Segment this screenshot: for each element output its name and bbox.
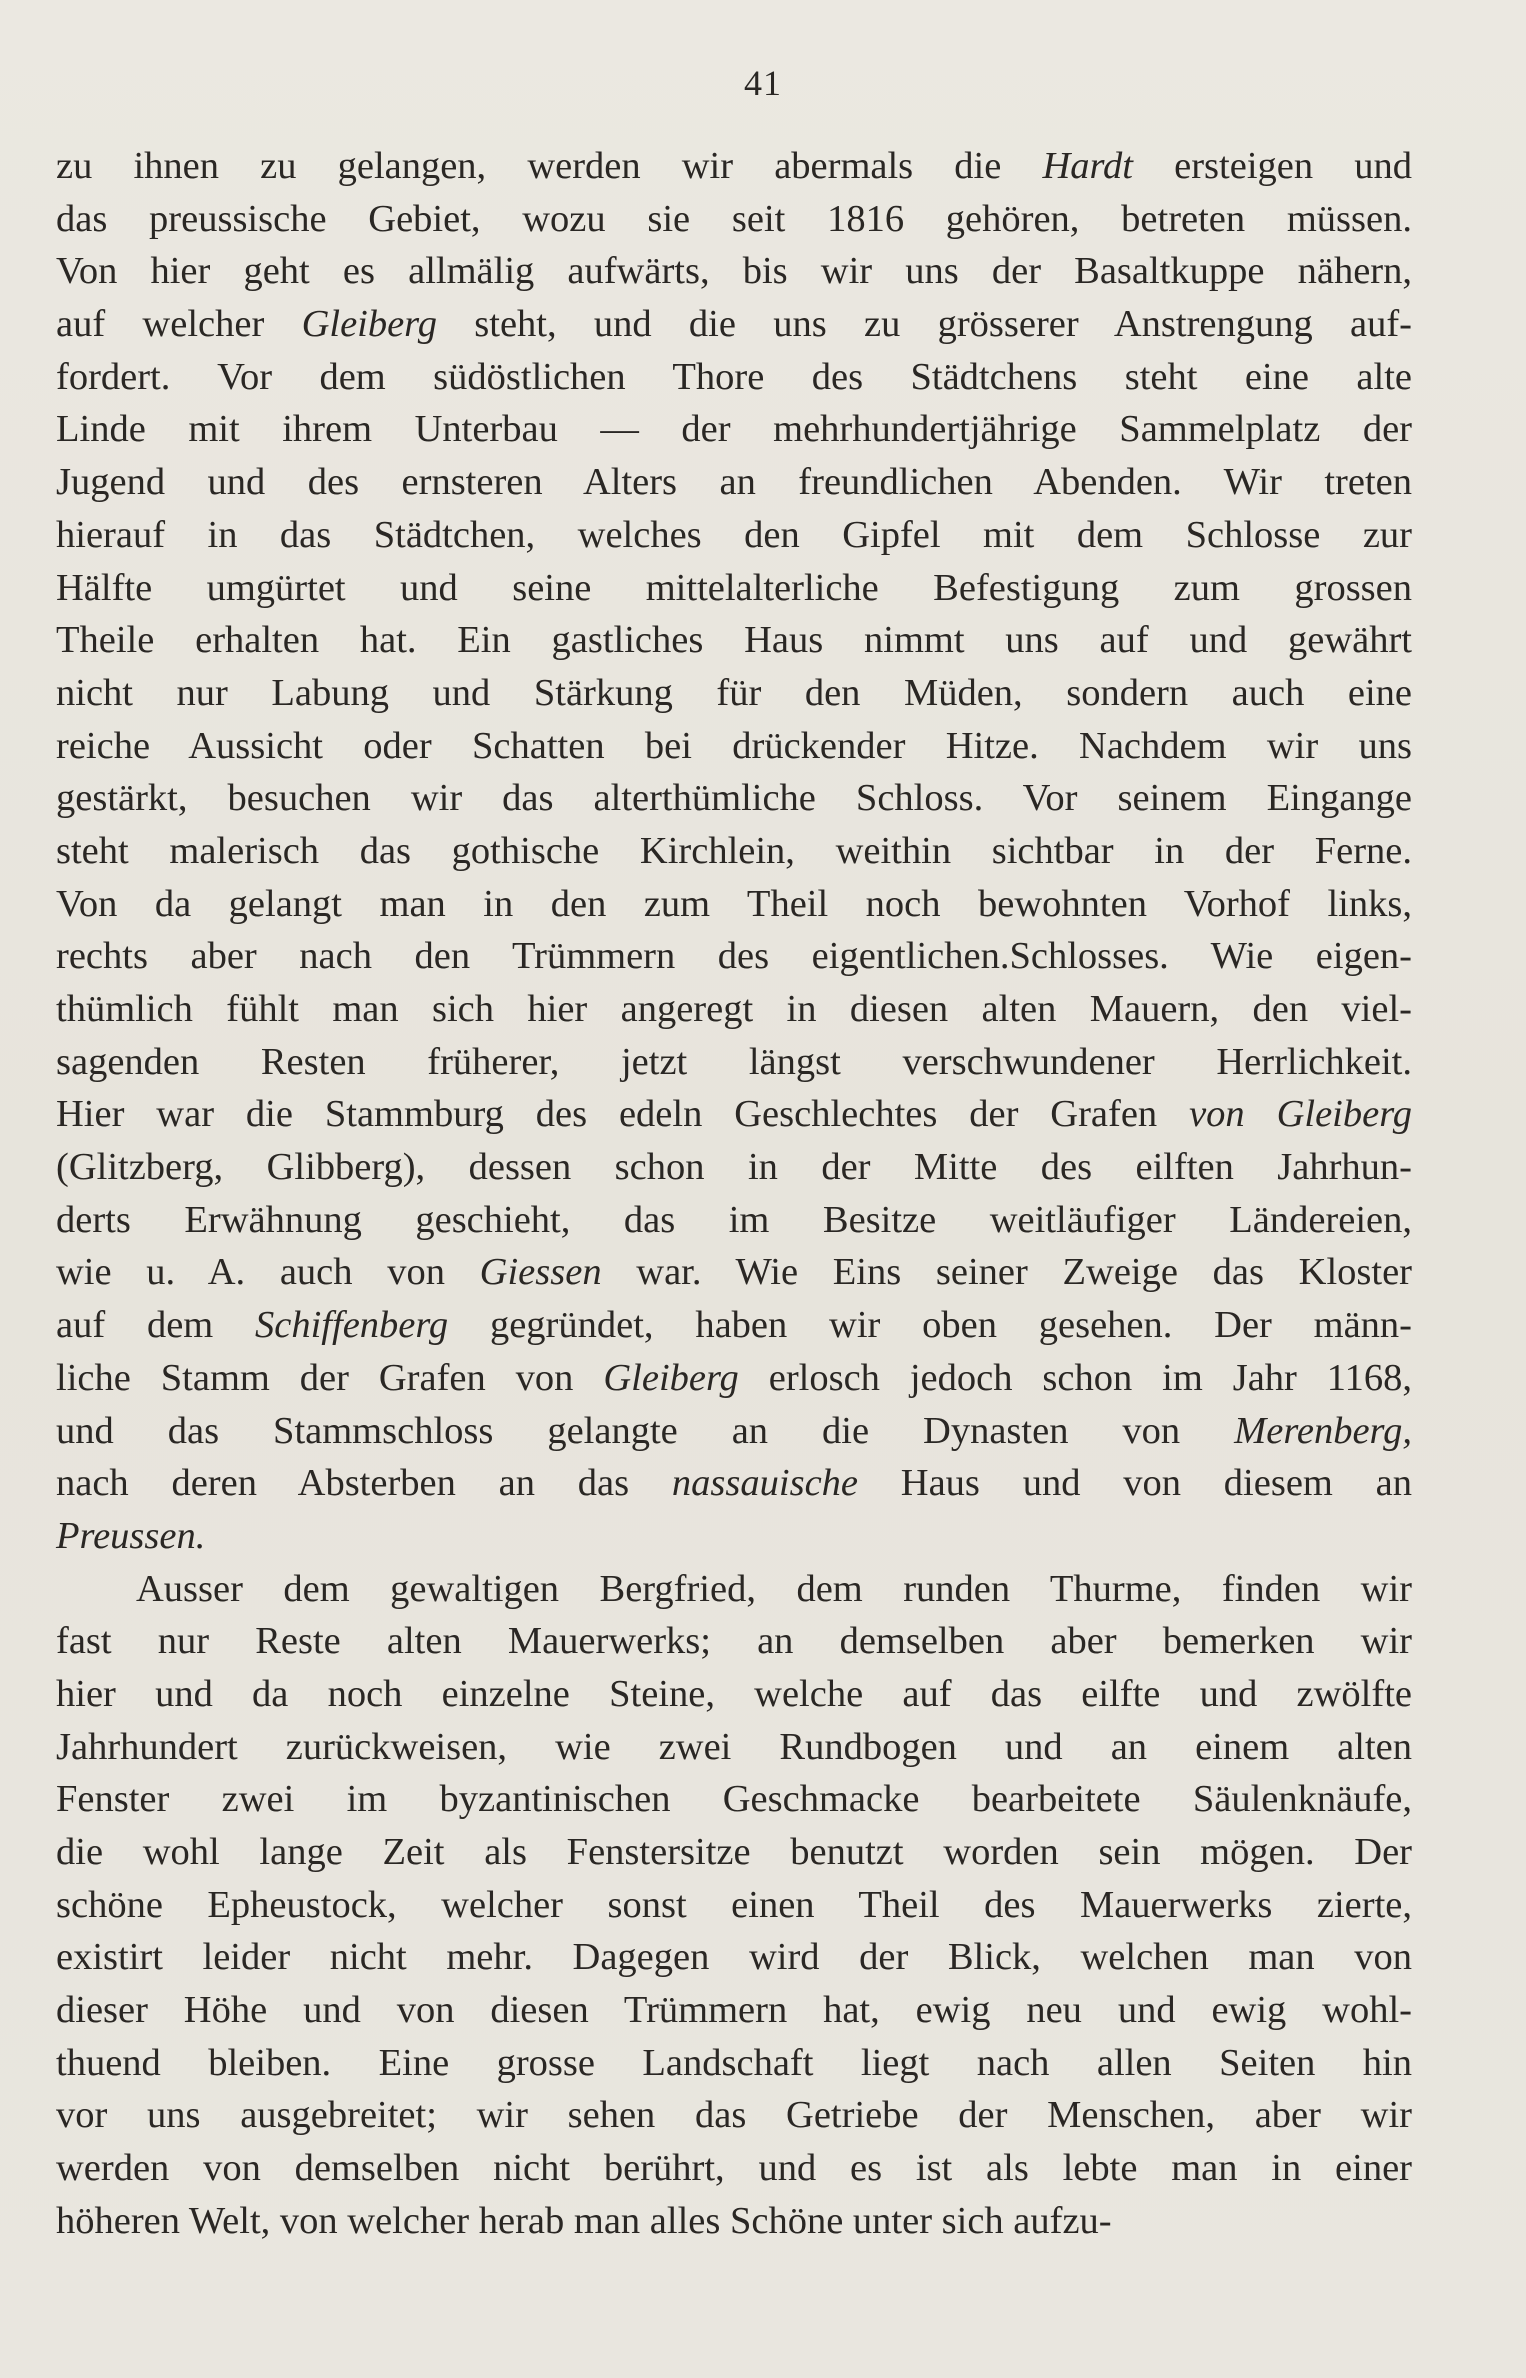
italic-run: Schiffenberg <box>255 1304 449 1347</box>
text-run: auf dem <box>56 1304 256 1347</box>
text-line <box>56 983 1412 1036</box>
text-run: zu ihnen zu gelangen, werden wir abermals die <box>56 145 1043 187</box>
text-line <box>56 667 1412 720</box>
text-run: und das Stammschloss gelangte an die Dynasten von <box>56 1409 1235 1452</box>
text-run: gestärkt, besuchen wir das alterthümliche Schloss. Vor seinem Eingange <box>56 777 1412 820</box>
paragraph-1 <box>56 140 1412 1563</box>
text-run: die wohl lange Zeit als Fenstersitze benutzt worden sein mögen. Der <box>56 1831 1412 1873</box>
text-run: steht, und die uns zu grösserer Anstrengung auf- <box>437 303 1413 346</box>
text-line <box>56 298 1412 351</box>
text-run: war. Wie Eins seiner Zweige das Kloster <box>601 1251 1413 1294</box>
italic-run: Gleiberg <box>603 1356 739 1399</box>
text-run: höheren Welt, von welcher herab man alles Schöne unter sich aufzu- <box>56 2199 1112 2242</box>
text-line <box>56 878 1412 931</box>
text-line <box>56 403 1412 456</box>
text-line <box>56 140 1412 193</box>
text-run: Von hier geht es allmälig aufwärts, bis wir uns der Basaltkuppe nähern, <box>56 250 1412 293</box>
text-line <box>56 509 1412 562</box>
text-run: fordert. Vor dem südöstlichen Thore des Städtchens steht eine alte <box>56 355 1412 398</box>
text-line <box>56 1510 1412 1563</box>
italic-run: Preussen. <box>56 1514 206 1557</box>
text-line <box>56 1879 1412 1932</box>
text-run: thuend bleiben. Eine grosse Landschaft liegt nach allen Seiten hin <box>56 2041 1412 2084</box>
text-line <box>56 1721 1412 1774</box>
text-line <box>56 2142 1412 2195</box>
text-line <box>56 1984 1412 2037</box>
text-line <box>56 825 1412 878</box>
text-line <box>56 1246 1412 1299</box>
text-line <box>56 193 1412 246</box>
text-run: das preussische Gebiet, wozu sie seit 1816 gehören, betreten müssen. <box>56 197 1412 240</box>
text-run: dieser Höhe und von diesen Trümmern hat, ewig neu und ewig wohl- <box>56 1989 1412 2032</box>
text-line <box>56 1194 1412 1247</box>
text-run: reiche Aussicht oder Schatten bei drückender Hitze. Nachdem wir uns <box>56 724 1412 767</box>
text-run: Theile erhalten hat. Ein gastliches Haus nimmt uns auf und gewährt <box>56 619 1412 662</box>
text-run: existirt leider nicht mehr. Dagegen wird der Blick, welchen man von <box>56 1936 1412 1979</box>
text-line <box>56 1826 1412 1879</box>
italic-run: Gleiberg <box>301 303 437 346</box>
text-line <box>56 1563 1412 1616</box>
text-run: gegründet, haben wir oben gesehen. Der männ- <box>448 1304 1412 1347</box>
text-run: rechts aber nach den Trümmern des eigentlichen.Schlosses. Wie eigen- <box>56 935 1412 978</box>
italic-run: Giessen <box>479 1251 602 1294</box>
text-run: (Glitzberg, Glibberg), dessen schon in der Mitte des eilften Jahrhun- <box>56 1146 1412 1189</box>
text-line <box>56 351 1412 404</box>
text-line <box>56 2037 1412 2090</box>
text-line <box>56 1088 1412 1141</box>
italic-run: von Gleiberg <box>1189 1093 1412 1136</box>
text-line <box>56 562 1412 615</box>
text-run: sagenden Resten früherer, jetzt längst verschwundener Herrlichkeit. <box>56 1040 1412 1083</box>
text-run: derts Erwähnung geschieht, das im Besitze weitläufiger Ländereien, <box>56 1198 1412 1241</box>
text-run: liche Stamm der Grafen von <box>56 1356 604 1399</box>
text-line <box>56 1405 1412 1458</box>
text-line <box>56 456 1412 509</box>
text-run: thümlich fühlt man sich hier angeregt in diesen alten Mauern, den viel- <box>56 988 1412 1030</box>
text-line <box>56 1036 1412 1089</box>
text-line <box>56 720 1412 773</box>
text-run: schöne Epheustock, welcher sonst einen Theil des Mauerwerks zierte, <box>56 1883 1412 1926</box>
text-line <box>56 1773 1412 1826</box>
italic-run: nassauische <box>671 1462 858 1505</box>
text-line <box>56 1299 1412 1352</box>
text-run: nach deren Absterben an das <box>56 1462 672 1505</box>
text-line <box>56 772 1412 825</box>
italic-run: Hardt <box>1042 145 1134 187</box>
text-run: Hier war die Stammburg des edeln Geschlechtes der Grafen <box>56 1093 1190 1136</box>
page-number: 41 <box>744 63 782 103</box>
italic-run: Merenberg, <box>1234 1409 1412 1452</box>
text-line <box>56 1615 1412 1668</box>
text-line <box>56 1457 1412 1510</box>
text-line <box>56 1931 1412 1984</box>
text-line <box>56 930 1412 983</box>
body-text <box>56 140 1412 2248</box>
text-run: hier und da noch einzelne Steine, welche auf das eilfte und zwölfte <box>56 1672 1412 1715</box>
text-run: werden von demselben nicht berührt, und es ist als lebte man in einer <box>56 2147 1412 2190</box>
text-run: auf welcher <box>56 303 302 346</box>
text-line <box>56 245 1412 298</box>
text-run: hierauf in das Städtchen, welches den Gipfel mit dem Schlosse zur <box>56 513 1412 556</box>
text-line <box>56 1668 1412 1721</box>
text-run: steht malerisch das gothische Kirchlein, weithin sichtbar in der Ferne. <box>56 829 1412 872</box>
text-run: Haus und von diesem an <box>858 1462 1412 1505</box>
text-run: fast nur Reste alten Mauerwerks; an demselben aber bemerken wir <box>56 1620 1412 1663</box>
text-run: Ausser dem gewaltigen Bergfried, dem runden Thurme, finden wir <box>136 1567 1412 1610</box>
text-run: Hälfte umgürtet und seine mittelalterliche Befestigung zum grossen <box>56 566 1412 609</box>
text-run: erlosch jedoch schon im Jahr 1168, <box>738 1356 1412 1399</box>
paragraph-2 <box>56 1563 1412 2248</box>
text-run: Jahrhundert zurückweisen, wie zwei Rundbogen und an einem alten <box>56 1725 1412 1768</box>
text-line <box>56 2195 1412 2248</box>
text-run: nicht nur Labung und Stärkung für den Müden, sondern auch eine <box>56 671 1412 714</box>
text-run: wie u. A. auch von <box>56 1251 480 1294</box>
text-run: vor uns ausgebreitet; wir sehen das Getriebe der Menschen, aber wir <box>56 2094 1412 2137</box>
text-run: ersteigen und <box>1133 145 1412 187</box>
text-run: Fenster zwei im byzantinischen Geschmacke bearbeitete Säulenknäufe, <box>56 1778 1412 1821</box>
text-line <box>56 614 1412 667</box>
text-line <box>56 1141 1412 1194</box>
text-run: Von da gelangt man in den zum Theil noch bewohnten Vorhof links, <box>56 882 1412 925</box>
text-run: Jugend und des ernsteren Alters an freundlichen Abenden. Wir treten <box>56 461 1412 504</box>
text-line <box>56 1352 1412 1405</box>
text-line <box>56 2089 1412 2142</box>
text-run: Linde mit ihrem Unterbau — der mehrhundertjährige Sammelplatz der <box>56 408 1412 451</box>
